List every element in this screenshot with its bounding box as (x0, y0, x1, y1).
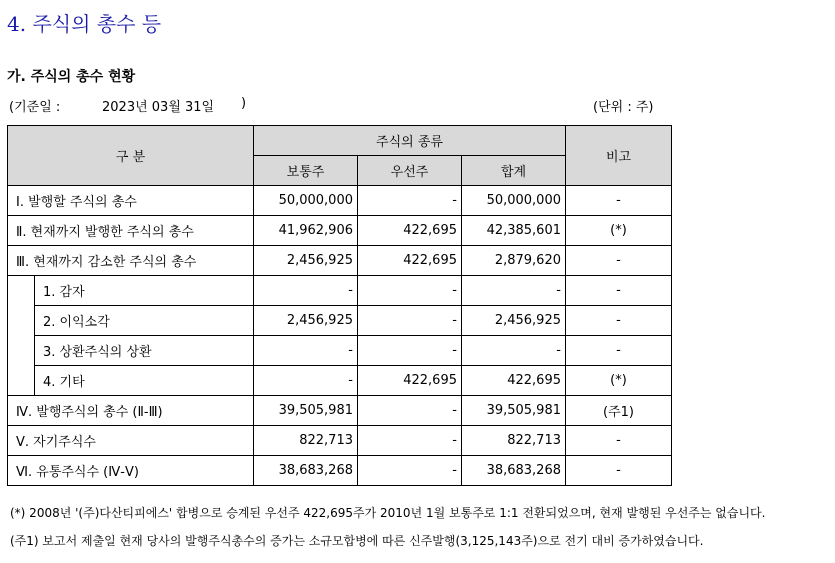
cell-total: 2,456,925 (462, 306, 566, 336)
row-label: 3. 상환주식의 상환 (35, 336, 254, 366)
header-total: 합계 (462, 156, 566, 186)
cell-remarks: (주1) (566, 396, 672, 426)
cell-remarks: - (566, 306, 672, 336)
cell-preferred: - (358, 396, 462, 426)
cell-preferred: 422,695 (358, 216, 462, 246)
cell-common: 2,456,925 (254, 246, 358, 276)
cell-total: 39,505,981 (462, 396, 566, 426)
indent-spacer (8, 276, 35, 306)
header-common: 보통주 (254, 156, 358, 186)
footnote-share-increase: (주1) 보고서 제출일 현재 당사의 발행주식총수의 증가는 소규모합병에 따른 신주발행(3,125,143주)으로 전기 대비 증가하였습니다. (10, 534, 704, 548)
cell-preferred: - (358, 426, 462, 456)
header-remarks: 비고 (566, 126, 672, 186)
row-label: Ⅱ. 현재까지 발행한 주식의 총수 (8, 216, 254, 246)
cell-common: 41,962,906 (254, 216, 358, 246)
baseline-date-value: 2023년 03월 31일 (102, 100, 215, 115)
footnote-preferred-conversion: (*) 2008년 '(주)다산티피에스' 합병으로 승계된 우선주 422,695주가 2010년 1월 보통주로 1:1 전환되었으며, 현재 발행된 우선주는 없습니다. (10, 506, 766, 520)
cell-common: 38,683,268 (254, 456, 358, 486)
baseline-close: ) (241, 96, 247, 111)
cell-total: 42,385,601 (462, 216, 566, 246)
table-row (8, 336, 672, 366)
header-stock-types: 주식의 종류 (254, 126, 566, 156)
table-row (8, 396, 672, 426)
table-row (8, 216, 672, 246)
cell-preferred: - (358, 276, 462, 306)
cell-preferred: 422,695 (358, 366, 462, 396)
cell-total: 422,695 (462, 366, 566, 396)
cell-total: 822,713 (462, 426, 566, 456)
table-row (8, 276, 672, 306)
row-label: 2. 이익소각 (35, 306, 254, 336)
baseline-label: (기준일 : (9, 100, 61, 115)
indent-spacer (8, 336, 35, 366)
table-row (8, 306, 672, 336)
cell-preferred: - (358, 306, 462, 336)
table-row (8, 426, 672, 456)
header-preferred: 우선주 (358, 156, 462, 186)
stock-count-table (7, 125, 672, 486)
table-row (8, 246, 672, 276)
table-row (8, 456, 672, 486)
row-label: 4. 기타 (35, 366, 254, 396)
cell-common: 50,000,000 (254, 186, 358, 216)
cell-common: - (254, 336, 358, 366)
cell-total: - (462, 276, 566, 306)
row-label: Ⅴ. 자기주식수 (8, 426, 254, 456)
cell-common: 2,456,925 (254, 306, 358, 336)
indent-spacer (8, 306, 35, 336)
cell-remarks: - (566, 336, 672, 366)
cell-total: - (462, 336, 566, 366)
cell-total: 50,000,000 (462, 186, 566, 216)
cell-common: - (254, 276, 358, 306)
cell-remarks: - (566, 276, 672, 306)
cell-total: 2,879,620 (462, 246, 566, 276)
cell-preferred: - (358, 336, 462, 366)
unit-label: (단위 : 주) (593, 100, 654, 115)
cell-remarks: (*) (566, 366, 672, 396)
section-heading: 4. 주식의 총수 등 (7, 12, 162, 36)
indent-spacer (8, 366, 35, 396)
cell-remarks: - (566, 246, 672, 276)
row-label: Ⅳ. 발행주식의 총수 (Ⅱ-Ⅲ) (8, 396, 254, 426)
cell-remarks: - (566, 456, 672, 486)
cell-preferred: 422,695 (358, 246, 462, 276)
cell-preferred: - (358, 456, 462, 486)
cell-remarks: (*) (566, 216, 672, 246)
subsection-heading: 가. 주식의 총수 현황 (7, 69, 136, 85)
cell-remarks: - (566, 426, 672, 456)
table-row (8, 366, 672, 396)
cell-common: 39,505,981 (254, 396, 358, 426)
cell-remarks: - (566, 186, 672, 216)
row-label: 1. 감자 (35, 276, 254, 306)
cell-total: 38,683,268 (462, 456, 566, 486)
row-label: Ⅲ. 현재까지 감소한 주식의 총수 (8, 246, 254, 276)
table-row (8, 186, 672, 216)
header-category: 구 분 (8, 126, 254, 186)
cell-preferred: - (358, 186, 462, 216)
cell-common: 822,713 (254, 426, 358, 456)
cell-common: - (254, 366, 358, 396)
row-label: Ⅰ. 발행할 주식의 총수 (8, 186, 254, 216)
row-label: Ⅵ. 유통주식수 (Ⅳ-Ⅴ) (8, 456, 254, 486)
